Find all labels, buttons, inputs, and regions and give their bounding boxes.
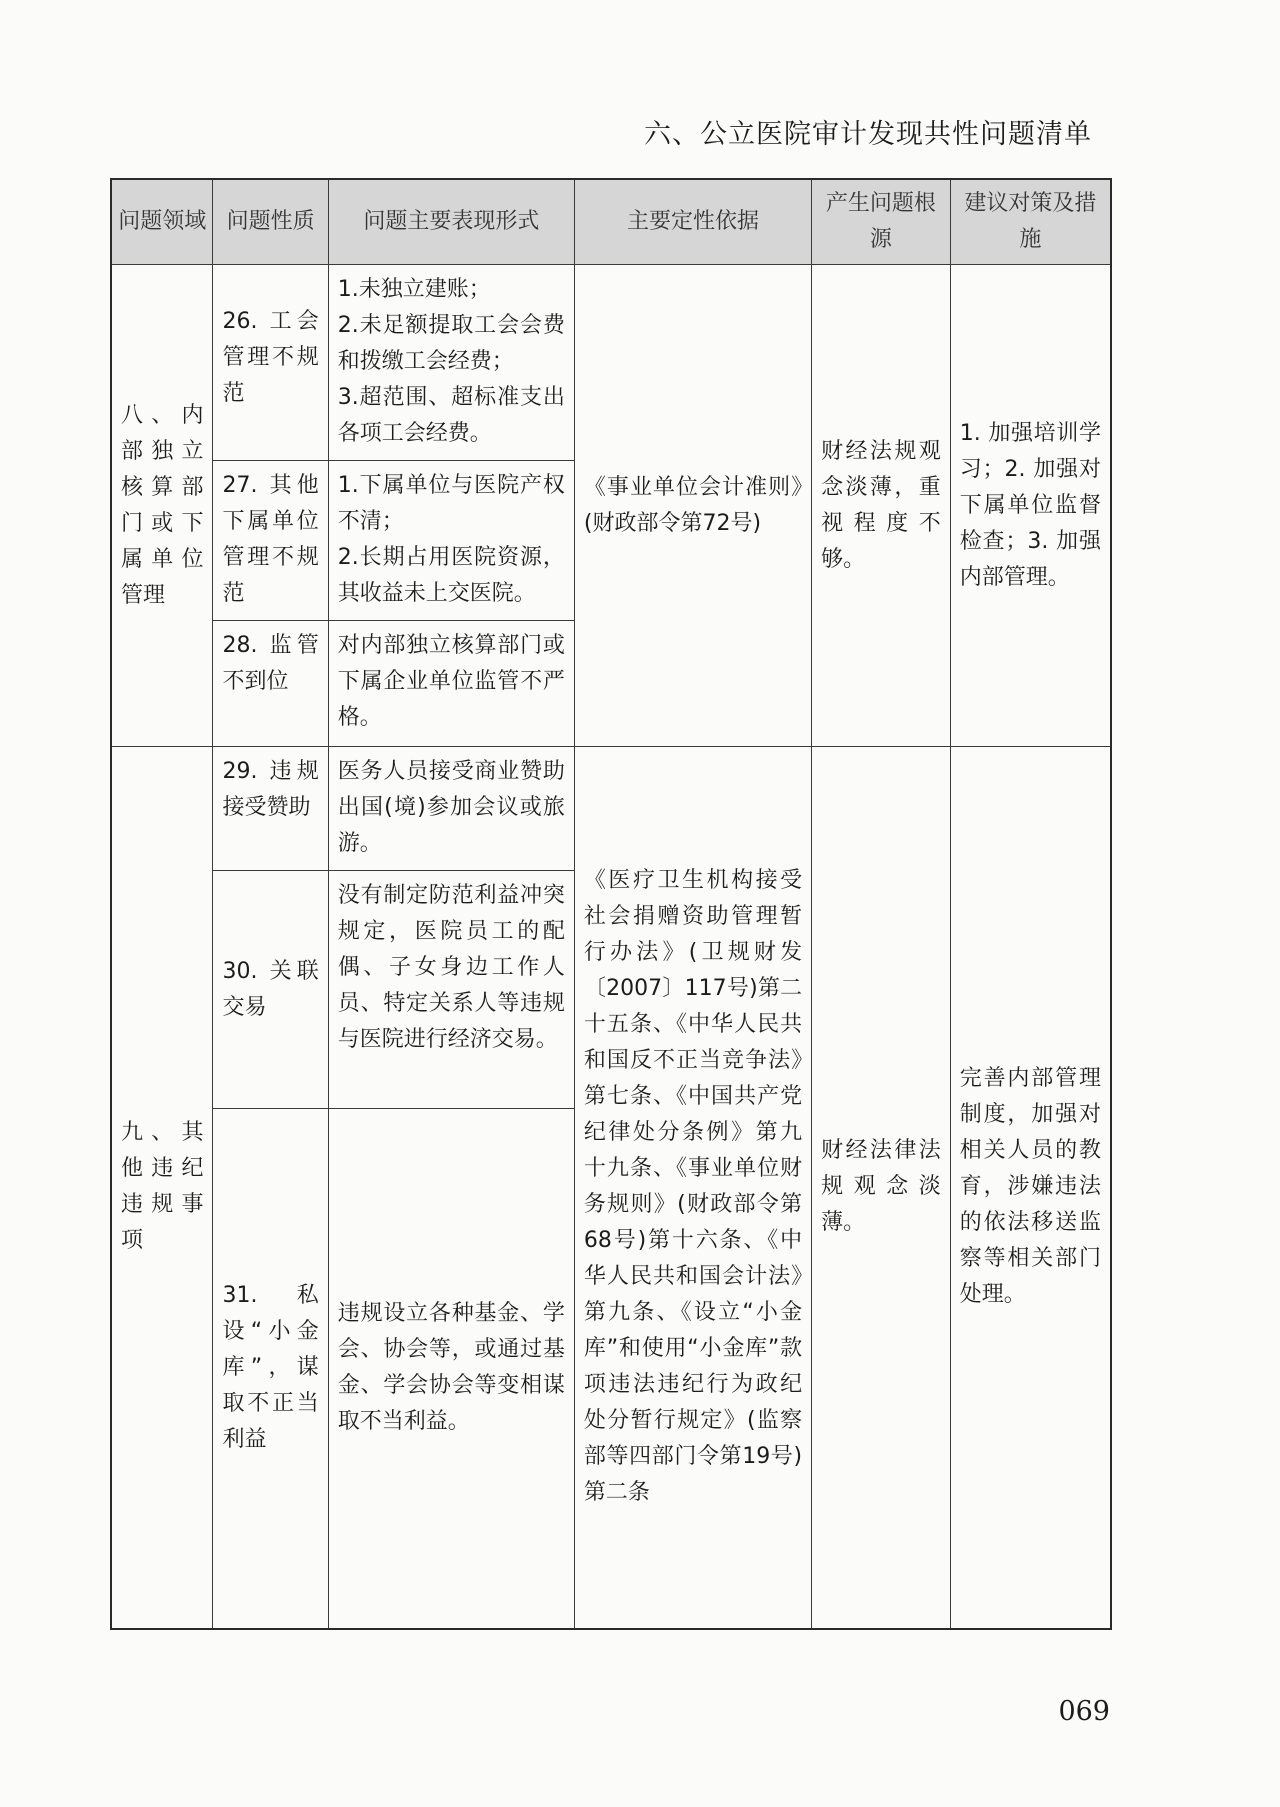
problem-nature-cell: 27. 其他下属单位管理不规范 [213, 461, 328, 621]
table-header-row [111, 179, 1111, 265]
page-header: 六、公立医院审计发现共性问题清单 [644, 119, 1092, 150]
form-line: 2.未足额提取工会会费和拨缴工会经费； [337, 313, 565, 374]
legal-basis-cell: 《事业单位会计准则》(财政部令第72号) [574, 265, 811, 747]
page-number: 069 [1058, 1696, 1110, 1727]
audit-issues-table [110, 178, 1112, 1630]
root-cause-cell: 财经法规观念淡薄，重视程度不够。 [812, 265, 951, 747]
column-header: 问题性质 [213, 179, 328, 265]
problem-forms-cell [328, 265, 574, 461]
table-row [111, 265, 1111, 461]
problem-nature-cell: 28. 监管不到位 [213, 621, 328, 747]
column-header: 问题领域 [111, 179, 213, 265]
problem-area-cell: 九、其他违纪违规事项 [111, 747, 213, 1629]
form-line: 2.长期占用医院资源，其收益未上交医院。 [337, 545, 565, 606]
table-row [111, 747, 1111, 871]
column-header: 主要定性依据 [574, 179, 811, 265]
advice-cell: 1. 加强培训学习；2. 加强对下属单位监督检查；3. 加强内部管理。 [950, 265, 1111, 747]
problem-forms-cell: 没有制定防范利益冲突规定，医院员工的配偶、子女身边工作人员、特定关系人等违规与医院进行经济交易。 [328, 871, 574, 1109]
advice-cell: 完善内部管理制度，加强对相关人员的教育，涉嫌违法的依法移送监察等相关部门处理。 [950, 747, 1111, 1629]
form-line: 1.下属单位与医院产权不清； [337, 473, 565, 534]
legal-basis-cell: 《医疗卫生机构接受社会捐赠资助管理暂行办法》(卫规财发〔2007〕117号)第二十五条、《中华人民共和国反不正当竞争法》第七条、《中国共产党纪律处分条例》第九十九条、《事业单位财务规则》(财政部令第68号)第十六条、《中华人民共和国会计法》第九条、《设立“小金库”和使用“小金库”款项违法违纪行为政纪处分暂行规定》(监察部等四部门令第19号)第二条 [574, 747, 811, 1629]
form-line: 1.未独立建账； [337, 277, 491, 302]
column-header: 建议对策及措施 [950, 179, 1111, 265]
problem-nature-cell: 31. 私设“小金库”，谋取不正当利益 [213, 1109, 328, 1629]
root-cause-cell: 财经法律法规观念淡薄。 [812, 747, 951, 1629]
problem-forms-cell: 违规设立各种基金、学会、协会等，或通过基金、学会协会等变相谋取不当利益。 [328, 1109, 574, 1629]
problem-forms-cell [328, 461, 574, 621]
problem-nature-cell: 29. 违规接受赞助 [213, 747, 328, 871]
problem-forms-cell: 对内部独立核算部门或下属企业单位监管不严格。 [328, 621, 574, 747]
column-header: 产生问题根源 [812, 179, 951, 265]
column-header: 问题主要表现形式 [328, 179, 574, 265]
form-line: 3.超范围、超标准支出各项工会经费。 [337, 385, 565, 446]
problem-nature-cell [213, 265, 328, 461]
problem-nature-text: 26. 工会管理不规范 [222, 309, 319, 406]
problem-nature-cell: 30. 关联交易 [213, 871, 328, 1109]
problem-forms-cell: 医务人员接受商业赞助出国(境)参加会议或旅游。 [328, 747, 574, 871]
problem-area-cell: 八、内部独立核算部门或下属单位管理 [111, 265, 213, 747]
